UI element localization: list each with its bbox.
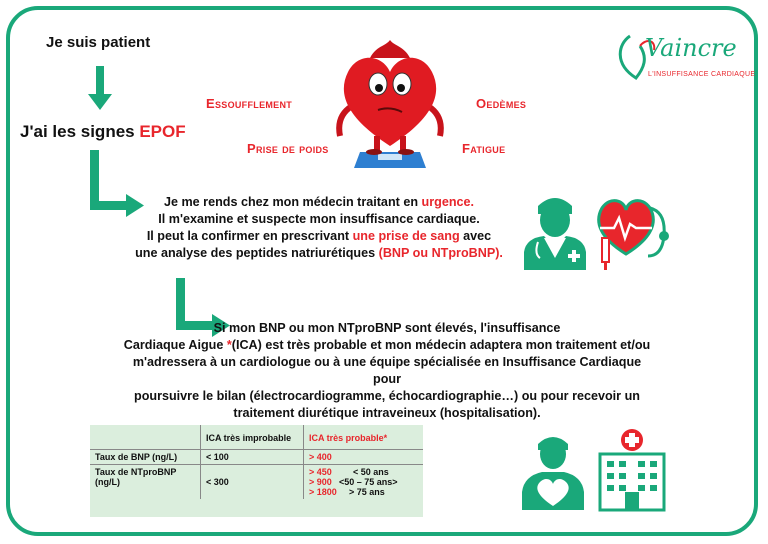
row-ntprobnp-improbable: < 300	[201, 465, 304, 500]
p2-asterisk: *	[226, 338, 232, 352]
table-corner	[90, 425, 201, 450]
nt-age-1: < 50 ans	[353, 467, 389, 477]
nt-age-2: <50 – 75 ans>	[339, 477, 398, 487]
p2-line3: m'adressera à un cardiologue ou à une équipe spécialisée en Insuffisance Cardiaque pour	[132, 355, 642, 386]
ntprobnp-label-b: (ng/L)	[95, 477, 120, 487]
col-improbable: ICA très improbable	[201, 425, 304, 450]
symptom-oedemes: Oedèmes	[476, 96, 527, 111]
row-bnp-label: Taux de BNP (ng/L)	[90, 450, 201, 465]
row-bnp-probable: > 400	[304, 450, 424, 465]
logo-name: Vaincre	[645, 34, 737, 62]
p2-line4: poursuivre le bilan (électrocardiogramme, échocardiographie…) ou pour recevoir un	[134, 389, 640, 403]
p1-line3-end: avec	[459, 229, 492, 243]
nt-age-3: > 75 ans	[349, 487, 385, 497]
p1-line4: une analyse des peptides natriurétiques	[135, 246, 379, 260]
row-ntprobnp-label	[90, 465, 201, 500]
p1-bnp: (BNP ou NTproBNP).	[378, 246, 503, 260]
hospital-icon	[596, 428, 668, 512]
logo-subtitle: L'INSUFFISANCE CARDIAQUE	[648, 71, 756, 78]
symptom-fatigue: Fatigue	[462, 141, 506, 156]
nt-value-1: > 450	[309, 467, 332, 477]
down-arrow-icon	[88, 66, 112, 112]
heart-mascot-icon	[330, 36, 450, 176]
heart-stethoscope-icon	[592, 192, 674, 272]
bnp-table	[90, 425, 423, 517]
nt-value-2: > 900	[309, 477, 332, 487]
symptom-prise-de-poids: Prise de poids	[247, 141, 329, 156]
p2-line5: traitement diurétique intraveineux (hospitalisation).	[233, 406, 541, 420]
p1-prise-de-sang: une prise de sang	[352, 229, 460, 243]
nt-value-3: > 1800	[309, 487, 337, 497]
p2-line1: Si mon BNP ou mon NTproBNP sont élevés, l'insuffisance	[213, 321, 561, 335]
paragraph-bnp-results	[118, 320, 656, 422]
p1-urgence: urgence.	[421, 195, 475, 209]
signs-acronym: EPOF	[139, 122, 186, 141]
row-bnp-improbable: < 100	[201, 450, 304, 465]
paragraph-doctor-visit	[118, 194, 520, 262]
p1-line2: Il m'examine et suspecte mon insuffisance cardiaque.	[158, 212, 480, 226]
signs-heading	[20, 122, 186, 142]
col-probable: ICA très probable*	[304, 425, 424, 450]
row-ntprobnp-probable	[304, 465, 424, 500]
symptom-essoufflement: Essoufflement	[206, 96, 293, 111]
patient-heart-icon	[520, 430, 586, 512]
p2-line2-end: (ICA) est très probable et mon médecin adaptera mon traitement et/ou	[231, 338, 651, 352]
p2-line2: Cardiaque Aigue	[123, 338, 227, 352]
ntprobnp-label-a: Taux de NTproBNP	[95, 467, 177, 477]
signs-prefix: J'ai les signes	[20, 122, 135, 141]
patient-heading: Je suis patient	[46, 34, 151, 51]
p1-line3: Il peut la confirmer en prescrivant	[146, 229, 353, 243]
doctor-icon	[520, 192, 590, 270]
p1-line1: Je me rends chez mon médecin traitant en	[163, 195, 422, 209]
